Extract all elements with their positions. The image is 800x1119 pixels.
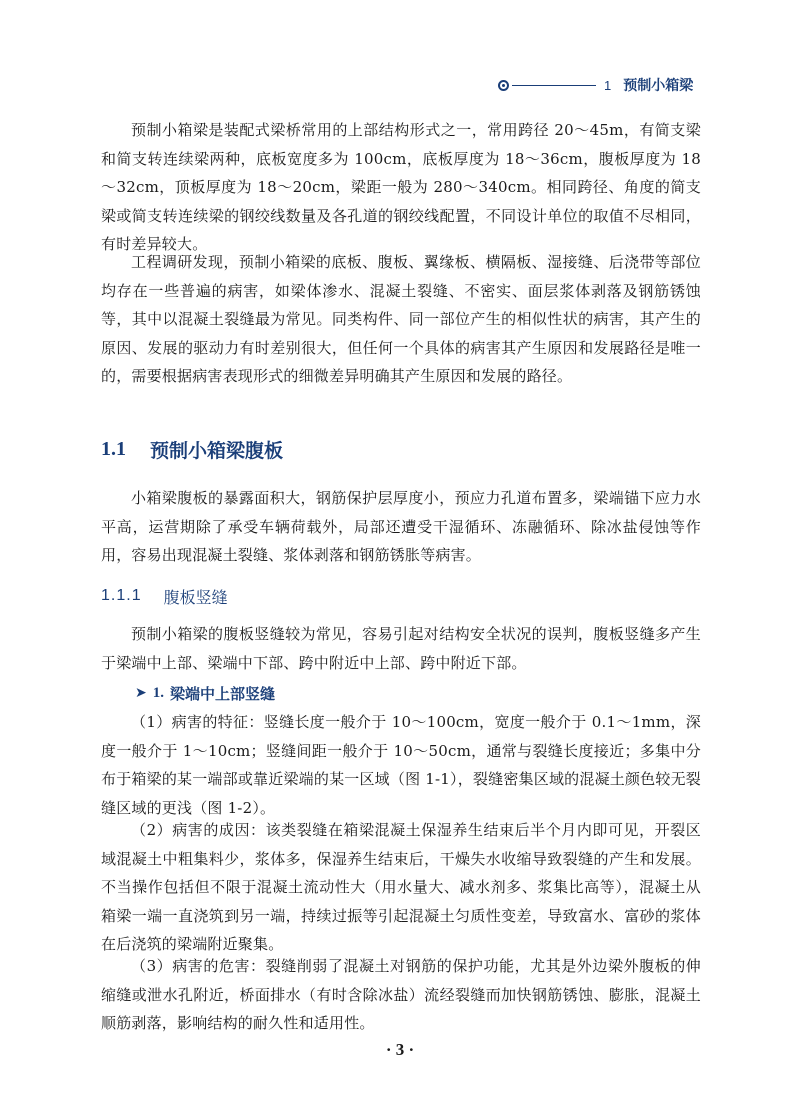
header-rule [512,85,596,86]
item-paragraph-1: （1）病害的特征：竖缝长度一般介于 10～100cm，宽度一般介于 0.1～1mm，深度一般介于 1～10cm；竖缝间距一般介于 10～50cm，通常与裂缝长度接近；多集中分布于箱梁的某一端部或靠近梁端的某一区域（图 1-1），裂缝密集区域的混凝土颜色较无裂缝区域的更浅（图 1-2）。 [101,713,701,817]
running-header [498,74,708,96]
chapter-number: 1 [604,77,612,93]
target-icon [498,80,509,91]
arrow-right-icon: ➤ [135,685,147,701]
item-paragraph-3: （3）病害的危害：裂缝削弱了混凝土对钢筋的保护功能，尤其是外边梁外腹板的伸缩缝或泄水孔附近，桥面排水（有时含除冰盐）流经裂缝而加快钢筋锈蚀、膨胀，混凝土顺筋剥落，影响结构的耐久性和适用性。 [101,957,701,1033]
intro-paragraph-1: 预制小箱梁是装配式梁桥常用的上部结构形式之一，常用跨径 20～45m，有简支梁和简支转连续梁两种，底板宽度多为 100cm，底板厚度为 18～36cm，腹板厚度为 18～32cm，顶板厚度为 18～20cm，梁距一般为 280～340cm。相同跨径、角度的简支梁或简支转连续梁的钢绞线数量及各孔道的钢绞线配置，不同设计单位的取值不尽相同，有时差异较大。 [101,121,701,254]
item-number: 1. [152,684,164,701]
section-number: 1.1 [101,437,126,460]
page-number: · 3 · [385,1040,415,1059]
item-heading [135,680,275,706]
item-title: 梁端中上部竖缝 [169,684,275,703]
subsection-number: 1.1.1 [101,587,142,604]
subsection-title: 腹板竖缝 [163,587,228,607]
intro-paragraph-2: 工程调研发现，预制小箱梁的底板、腹板、翼缘板、横隔板、湿接缝、后浇带等部位均存在一些普遍的病害，如梁体渗水、混凝土裂缝、不密实、面层浆体剥落及钢筋锈蚀等，其中以混凝土裂缝最为常见。同类构件、同一部位产生的相似性状的病害，其产生的原因、发展的驱动力有时差别很大，但任何一个具体的病害其产生原因和发展路径是唯一的，需要根据病害表现形式的细微差异明确其产生原因和发展的路径。 [101,253,701,386]
section-title: 预制小箱梁腹板 [150,439,284,462]
chapter-title: 预制小箱梁 [623,78,694,94]
section-paragraph: 小箱梁腹板的暴露面积大，钢筋保护层厚度小，预应力孔道布置多，梁端锚下应力水平高，运营期除了承受车辆荷载外，局部还遭受干湿循环、冻融循环、除冰盐侵蚀等作用，容易出现混凝土裂缝、浆体剥落和钢筋锈胀等病害。 [101,489,701,565]
section-heading [101,432,283,466]
subsection-paragraph: 预制小箱梁的腹板竖缝较为常见，容易引起对结构安全状况的误判，腹板竖缝多产生于梁端中上部、梁端中下部、跨中附近中上部、跨中附近下部。 [101,625,701,672]
subsection-heading [101,582,228,610]
item-paragraph-2: （2）病害的成因：该类裂缝在箱梁混凝土保湿养生结束后半个月内即可见，开裂区域混凝土中粗集料少，浆体多，保湿养生结束后，干燥失水收缩导致裂缝的产生和发展。不当操作包括但不限于混凝土流动性大（用水量大、减水剂多、浆集比高等），混凝土从箱梁一端一直浇筑到另一端，持续过振等引起混凝土匀质性变差，导致富水、富砂的浆体在后浇筑的梁端附近聚集。 [101,821,701,954]
